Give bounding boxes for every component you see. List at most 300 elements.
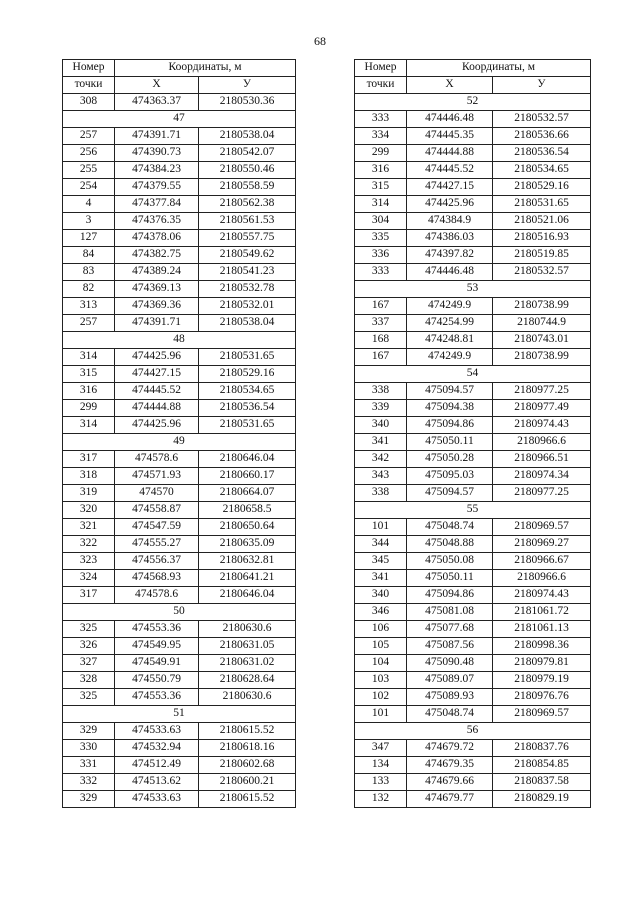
x-coordinate-cell: 474553.36 xyxy=(115,621,199,638)
y-coordinate-cell: 2180631.02 xyxy=(199,655,296,672)
y-coordinate-cell: 2180531.65 xyxy=(493,196,591,213)
table-row xyxy=(355,638,591,655)
table-row xyxy=(63,587,296,604)
point-number-cell: 315 xyxy=(355,179,407,196)
x-coordinate-cell: 475077.68 xyxy=(407,621,493,638)
table-row xyxy=(355,587,591,604)
y-coordinate-cell: 2181061.13 xyxy=(493,621,591,638)
y-coordinate-cell: 2180532.57 xyxy=(493,264,591,281)
table-row xyxy=(63,689,296,706)
header-point-number: Номер xyxy=(63,60,115,77)
point-number-cell: 333 xyxy=(355,264,407,281)
point-number-cell: 167 xyxy=(355,349,407,366)
header-point-number-2: точки xyxy=(355,77,407,94)
y-coordinate-cell: 2180974.43 xyxy=(493,587,591,604)
x-coordinate-cell: 474384.9 xyxy=(407,213,493,230)
x-coordinate-cell: 475094.86 xyxy=(407,587,493,604)
contour-number: 56 xyxy=(355,723,591,740)
point-number-cell: 134 xyxy=(355,757,407,774)
x-coordinate-cell: 474553.36 xyxy=(115,689,199,706)
point-number-cell: 347 xyxy=(355,740,407,757)
point-number-cell: 338 xyxy=(355,383,407,400)
table-row xyxy=(355,519,591,536)
table-row xyxy=(355,468,591,485)
point-number-cell: 326 xyxy=(63,638,115,655)
x-coordinate-cell: 474512.49 xyxy=(115,757,199,774)
point-number-cell: 257 xyxy=(63,128,115,145)
y-coordinate-cell: 2180602.68 xyxy=(199,757,296,774)
y-coordinate-cell: 2180664.07 xyxy=(199,485,296,502)
y-coordinate-cell: 2180641.21 xyxy=(199,570,296,587)
point-number-cell: 317 xyxy=(63,451,115,468)
table-row xyxy=(355,740,591,757)
point-number-cell: 325 xyxy=(63,621,115,638)
group-header-row xyxy=(355,723,591,740)
x-coordinate-cell: 474390.73 xyxy=(115,145,199,162)
point-number-cell: 315 xyxy=(63,366,115,383)
table-row xyxy=(63,128,296,145)
x-coordinate-cell: 474425.96 xyxy=(407,196,493,213)
x-coordinate-cell: 475050.28 xyxy=(407,451,493,468)
x-coordinate-cell: 474249.9 xyxy=(407,349,493,366)
y-coordinate-cell: 2180534.65 xyxy=(493,162,591,179)
point-number-cell: 336 xyxy=(355,247,407,264)
x-coordinate-cell: 475050.11 xyxy=(407,570,493,587)
point-number-cell: 101 xyxy=(355,706,407,723)
x-coordinate-cell: 474679.77 xyxy=(407,791,493,808)
table-row xyxy=(63,281,296,298)
table-row xyxy=(355,179,591,196)
header-y: У xyxy=(493,77,591,94)
table-row xyxy=(63,145,296,162)
x-coordinate-cell: 474427.15 xyxy=(115,366,199,383)
x-coordinate-cell: 474549.91 xyxy=(115,655,199,672)
x-coordinate-cell: 474446.48 xyxy=(407,111,493,128)
table-row xyxy=(355,689,591,706)
point-number-cell: 341 xyxy=(355,570,407,587)
y-coordinate-cell: 2180538.04 xyxy=(199,315,296,332)
point-number-cell: 338 xyxy=(355,485,407,502)
contour-number: 49 xyxy=(63,434,296,451)
contour-number: 47 xyxy=(63,111,296,128)
x-coordinate-cell: 474248.81 xyxy=(407,332,493,349)
contour-number: 53 xyxy=(355,281,591,298)
y-coordinate-cell: 2180977.25 xyxy=(493,383,591,400)
point-number-cell: 339 xyxy=(355,400,407,417)
point-number-cell: 256 xyxy=(63,145,115,162)
table-row xyxy=(355,536,591,553)
coordinates-table-right xyxy=(354,59,591,808)
x-coordinate-cell: 474444.88 xyxy=(115,400,199,417)
point-number-cell: 255 xyxy=(63,162,115,179)
x-coordinate-cell: 474369.13 xyxy=(115,281,199,298)
point-number-cell: 167 xyxy=(355,298,407,315)
y-coordinate-cell: 2180738.99 xyxy=(493,298,591,315)
table-row xyxy=(63,383,296,400)
table-row xyxy=(355,604,591,621)
table-row xyxy=(63,485,296,502)
contour-number: 52 xyxy=(355,94,591,111)
point-number-cell: 321 xyxy=(63,519,115,536)
contour-number: 50 xyxy=(63,604,296,621)
x-coordinate-cell: 474446.48 xyxy=(407,264,493,281)
point-number-cell: 104 xyxy=(355,655,407,672)
table-row xyxy=(355,213,591,230)
x-coordinate-cell: 474363.37 xyxy=(115,94,199,111)
x-coordinate-cell: 474568.93 xyxy=(115,570,199,587)
point-number-cell: 105 xyxy=(355,638,407,655)
point-number-cell: 318 xyxy=(63,468,115,485)
point-number-cell: 314 xyxy=(63,349,115,366)
point-number-cell: 329 xyxy=(63,723,115,740)
header-point-number: Номер xyxy=(355,60,407,77)
table-row xyxy=(63,502,296,519)
header-x: X xyxy=(407,77,493,94)
table-row xyxy=(355,230,591,247)
x-coordinate-cell: 474513.62 xyxy=(115,774,199,791)
point-number-cell: 3 xyxy=(63,213,115,230)
contour-number: 55 xyxy=(355,502,591,519)
table-row xyxy=(355,349,591,366)
point-number-cell: 330 xyxy=(63,740,115,757)
x-coordinate-cell: 474578.6 xyxy=(115,587,199,604)
table-row xyxy=(63,162,296,179)
y-coordinate-cell: 2180562.38 xyxy=(199,196,296,213)
group-header-row xyxy=(355,366,591,383)
x-coordinate-cell: 474427.15 xyxy=(407,179,493,196)
y-coordinate-cell: 2180837.58 xyxy=(493,774,591,791)
table-row xyxy=(63,570,296,587)
point-number-cell: 319 xyxy=(63,485,115,502)
x-coordinate-cell: 475094.57 xyxy=(407,485,493,502)
y-coordinate-cell: 2180966.6 xyxy=(493,434,591,451)
y-coordinate-cell: 2180531.65 xyxy=(199,349,296,366)
group-header-row xyxy=(355,502,591,519)
x-coordinate-cell: 475089.93 xyxy=(407,689,493,706)
y-coordinate-cell: 2180521.06 xyxy=(493,213,591,230)
point-number-cell: 322 xyxy=(63,536,115,553)
point-number-cell: 84 xyxy=(63,247,115,264)
table-row xyxy=(355,383,591,400)
point-number-cell: 313 xyxy=(63,298,115,315)
point-number-cell: 317 xyxy=(63,587,115,604)
x-coordinate-cell: 474444.88 xyxy=(407,145,493,162)
y-coordinate-cell: 2180658.5 xyxy=(199,502,296,519)
y-coordinate-cell: 2180837.76 xyxy=(493,740,591,757)
x-coordinate-cell: 474549.95 xyxy=(115,638,199,655)
x-coordinate-cell: 474556.37 xyxy=(115,553,199,570)
x-coordinate-cell: 475089.07 xyxy=(407,672,493,689)
table-row xyxy=(63,757,296,774)
x-coordinate-cell: 474378.06 xyxy=(115,230,199,247)
x-coordinate-cell: 474376.35 xyxy=(115,213,199,230)
x-coordinate-cell: 474445.35 xyxy=(407,128,493,145)
x-coordinate-cell: 475090.48 xyxy=(407,655,493,672)
table-row xyxy=(63,196,296,213)
table-row xyxy=(63,400,296,417)
y-coordinate-cell: 2180532.57 xyxy=(493,111,591,128)
coordinates-table-left xyxy=(62,59,296,808)
table-row xyxy=(355,247,591,264)
point-number-cell: 325 xyxy=(63,689,115,706)
y-coordinate-cell: 2180738.99 xyxy=(493,349,591,366)
x-coordinate-cell: 474391.71 xyxy=(115,315,199,332)
contour-number: 48 xyxy=(63,332,296,349)
point-number-cell: 103 xyxy=(355,672,407,689)
y-coordinate-cell: 2180615.52 xyxy=(199,791,296,808)
y-coordinate-cell: 2180979.19 xyxy=(493,672,591,689)
table-row xyxy=(355,706,591,723)
y-coordinate-cell: 2180532.01 xyxy=(199,298,296,315)
table-row xyxy=(63,179,296,196)
table-row xyxy=(355,332,591,349)
y-coordinate-cell: 2180558.59 xyxy=(199,179,296,196)
x-coordinate-cell: 475048.74 xyxy=(407,706,493,723)
point-number-cell: 341 xyxy=(355,434,407,451)
point-number-cell: 106 xyxy=(355,621,407,638)
table-row xyxy=(355,264,591,281)
x-coordinate-cell: 475081.08 xyxy=(407,604,493,621)
x-coordinate-cell: 475048.88 xyxy=(407,536,493,553)
point-number-cell: 343 xyxy=(355,468,407,485)
y-coordinate-cell: 2180974.34 xyxy=(493,468,591,485)
table-row xyxy=(355,128,591,145)
y-coordinate-cell: 2180966.51 xyxy=(493,451,591,468)
x-coordinate-cell: 475094.86 xyxy=(407,417,493,434)
table-row xyxy=(63,536,296,553)
y-coordinate-cell: 2180536.66 xyxy=(493,128,591,145)
y-coordinate-cell: 2180538.04 xyxy=(199,128,296,145)
table-row xyxy=(355,111,591,128)
point-number-cell: 133 xyxy=(355,774,407,791)
x-coordinate-cell: 474445.52 xyxy=(407,162,493,179)
header-point-number-2: точки xyxy=(63,77,115,94)
x-coordinate-cell: 474571.93 xyxy=(115,468,199,485)
point-number-cell: 346 xyxy=(355,604,407,621)
table-row xyxy=(355,655,591,672)
header-coordinates: Координаты, м xyxy=(115,60,296,77)
table-row xyxy=(63,723,296,740)
point-number-cell: 329 xyxy=(63,791,115,808)
x-coordinate-cell: 475087.56 xyxy=(407,638,493,655)
y-coordinate-cell: 2180631.05 xyxy=(199,638,296,655)
table-row xyxy=(355,196,591,213)
x-coordinate-cell: 474425.96 xyxy=(115,417,199,434)
table-row xyxy=(355,451,591,468)
y-coordinate-cell: 2181061.72 xyxy=(493,604,591,621)
y-coordinate-cell: 2180829.19 xyxy=(493,791,591,808)
point-number-cell: 304 xyxy=(355,213,407,230)
group-header-row xyxy=(63,706,296,723)
table-row xyxy=(63,621,296,638)
point-number-cell: 340 xyxy=(355,587,407,604)
table-row xyxy=(63,451,296,468)
group-header-row xyxy=(355,94,591,111)
x-coordinate-cell: 474578.6 xyxy=(115,451,199,468)
table-row xyxy=(355,298,591,315)
group-header-row xyxy=(355,281,591,298)
y-coordinate-cell: 2180600.21 xyxy=(199,774,296,791)
point-number-cell: 132 xyxy=(355,791,407,808)
point-number-cell: 344 xyxy=(355,536,407,553)
x-coordinate-cell: 475095.03 xyxy=(407,468,493,485)
x-coordinate-cell: 474445.52 xyxy=(115,383,199,400)
y-coordinate-cell: 2180542.07 xyxy=(199,145,296,162)
point-number-cell: 102 xyxy=(355,689,407,706)
x-coordinate-cell: 474550.79 xyxy=(115,672,199,689)
table-row xyxy=(63,366,296,383)
table-row xyxy=(355,621,591,638)
point-number-cell: 324 xyxy=(63,570,115,587)
y-coordinate-cell: 2180529.16 xyxy=(199,366,296,383)
table-row xyxy=(63,774,296,791)
table-row xyxy=(63,553,296,570)
x-coordinate-cell: 474249.9 xyxy=(407,298,493,315)
y-coordinate-cell: 2180966.67 xyxy=(493,553,591,570)
point-number-cell: 335 xyxy=(355,230,407,247)
y-coordinate-cell: 2180529.16 xyxy=(493,179,591,196)
table-row xyxy=(355,570,591,587)
table-row xyxy=(63,791,296,808)
y-coordinate-cell: 2180976.76 xyxy=(493,689,591,706)
x-coordinate-cell: 474533.63 xyxy=(115,791,199,808)
y-coordinate-cell: 2180519.85 xyxy=(493,247,591,264)
point-number-cell: 331 xyxy=(63,757,115,774)
table-row xyxy=(355,145,591,162)
y-coordinate-cell: 2180660.17 xyxy=(199,468,296,485)
table-row xyxy=(355,672,591,689)
table-row xyxy=(63,349,296,366)
table-row xyxy=(63,740,296,757)
page-number: 68 xyxy=(314,34,326,48)
x-coordinate-cell: 474369.36 xyxy=(115,298,199,315)
point-number-cell: 101 xyxy=(355,519,407,536)
point-number-cell: 314 xyxy=(63,417,115,434)
y-coordinate-cell: 2180974.43 xyxy=(493,417,591,434)
y-coordinate-cell: 2180561.53 xyxy=(199,213,296,230)
point-number-cell: 334 xyxy=(355,128,407,145)
x-coordinate-cell: 475094.57 xyxy=(407,383,493,400)
point-number-cell: 337 xyxy=(355,315,407,332)
table-row xyxy=(63,672,296,689)
x-coordinate-cell: 475050.11 xyxy=(407,434,493,451)
point-number-cell: 316 xyxy=(63,383,115,400)
point-number-cell: 127 xyxy=(63,230,115,247)
point-number-cell: 4 xyxy=(63,196,115,213)
x-coordinate-cell: 475048.74 xyxy=(407,519,493,536)
contour-number: 51 xyxy=(63,706,296,723)
x-coordinate-cell: 474389.24 xyxy=(115,264,199,281)
table-row xyxy=(355,434,591,451)
x-coordinate-cell: 474533.63 xyxy=(115,723,199,740)
table-row xyxy=(355,791,591,808)
header-x: X xyxy=(115,77,199,94)
y-coordinate-cell: 2180531.65 xyxy=(199,417,296,434)
y-coordinate-cell: 2180536.54 xyxy=(199,400,296,417)
x-coordinate-cell: 474397.82 xyxy=(407,247,493,264)
header-y: У xyxy=(199,77,296,94)
group-header-row xyxy=(63,434,296,451)
table-row xyxy=(63,94,296,111)
x-coordinate-cell: 475094.38 xyxy=(407,400,493,417)
y-coordinate-cell: 2180977.49 xyxy=(493,400,591,417)
group-header-row xyxy=(63,332,296,349)
table-row xyxy=(63,655,296,672)
x-coordinate-cell: 474570 xyxy=(115,485,199,502)
y-coordinate-cell: 2180550.46 xyxy=(199,162,296,179)
x-coordinate-cell: 474379.55 xyxy=(115,179,199,196)
table-row xyxy=(355,485,591,502)
x-coordinate-cell: 474547.59 xyxy=(115,519,199,536)
header-coordinates: Координаты, м xyxy=(407,60,591,77)
point-number-cell: 299 xyxy=(355,145,407,162)
y-coordinate-cell: 2180743.01 xyxy=(493,332,591,349)
y-coordinate-cell: 2180630.6 xyxy=(199,621,296,638)
table-row xyxy=(355,400,591,417)
y-coordinate-cell: 2180635.09 xyxy=(199,536,296,553)
group-header-row xyxy=(63,111,296,128)
point-number-cell: 342 xyxy=(355,451,407,468)
contour-number: 54 xyxy=(355,366,591,383)
table-row xyxy=(63,417,296,434)
y-coordinate-cell: 2180536.54 xyxy=(493,145,591,162)
y-coordinate-cell: 2180744.9 xyxy=(493,315,591,332)
x-coordinate-cell: 474555.27 xyxy=(115,536,199,553)
point-number-cell: 168 xyxy=(355,332,407,349)
table-row xyxy=(355,553,591,570)
y-coordinate-cell: 2180646.04 xyxy=(199,587,296,604)
y-coordinate-cell: 2180632.81 xyxy=(199,553,296,570)
y-coordinate-cell: 2180534.65 xyxy=(199,383,296,400)
table-body-right xyxy=(355,94,591,808)
y-coordinate-cell: 2180979.81 xyxy=(493,655,591,672)
point-number-cell: 299 xyxy=(63,400,115,417)
table-row xyxy=(63,264,296,281)
point-number-cell: 327 xyxy=(63,655,115,672)
table-row xyxy=(63,519,296,536)
point-number-cell: 83 xyxy=(63,264,115,281)
table-row xyxy=(63,298,296,315)
y-coordinate-cell: 2180549.62 xyxy=(199,247,296,264)
y-coordinate-cell: 2180854.85 xyxy=(493,757,591,774)
x-coordinate-cell: 474532.94 xyxy=(115,740,199,757)
y-coordinate-cell: 2180650.64 xyxy=(199,519,296,536)
table-row xyxy=(355,162,591,179)
table-row xyxy=(355,757,591,774)
x-coordinate-cell: 474384.23 xyxy=(115,162,199,179)
point-number-cell: 328 xyxy=(63,672,115,689)
table-body-left xyxy=(63,94,296,808)
point-number-cell: 314 xyxy=(355,196,407,213)
x-coordinate-cell: 474382.75 xyxy=(115,247,199,264)
y-coordinate-cell: 2180532.78 xyxy=(199,281,296,298)
y-coordinate-cell: 2180646.04 xyxy=(199,451,296,468)
x-coordinate-cell: 474386.03 xyxy=(407,230,493,247)
point-number-cell: 332 xyxy=(63,774,115,791)
table-row xyxy=(63,468,296,485)
y-coordinate-cell: 2180557.75 xyxy=(199,230,296,247)
y-coordinate-cell: 2180969.57 xyxy=(493,706,591,723)
table-row xyxy=(355,315,591,332)
point-number-cell: 257 xyxy=(63,315,115,332)
y-coordinate-cell: 2180516.93 xyxy=(493,230,591,247)
y-coordinate-cell: 2180998.36 xyxy=(493,638,591,655)
y-coordinate-cell: 2180530.36 xyxy=(199,94,296,111)
point-number-cell: 345 xyxy=(355,553,407,570)
table-row xyxy=(63,230,296,247)
point-number-cell: 320 xyxy=(63,502,115,519)
y-coordinate-cell: 2180969.57 xyxy=(493,519,591,536)
